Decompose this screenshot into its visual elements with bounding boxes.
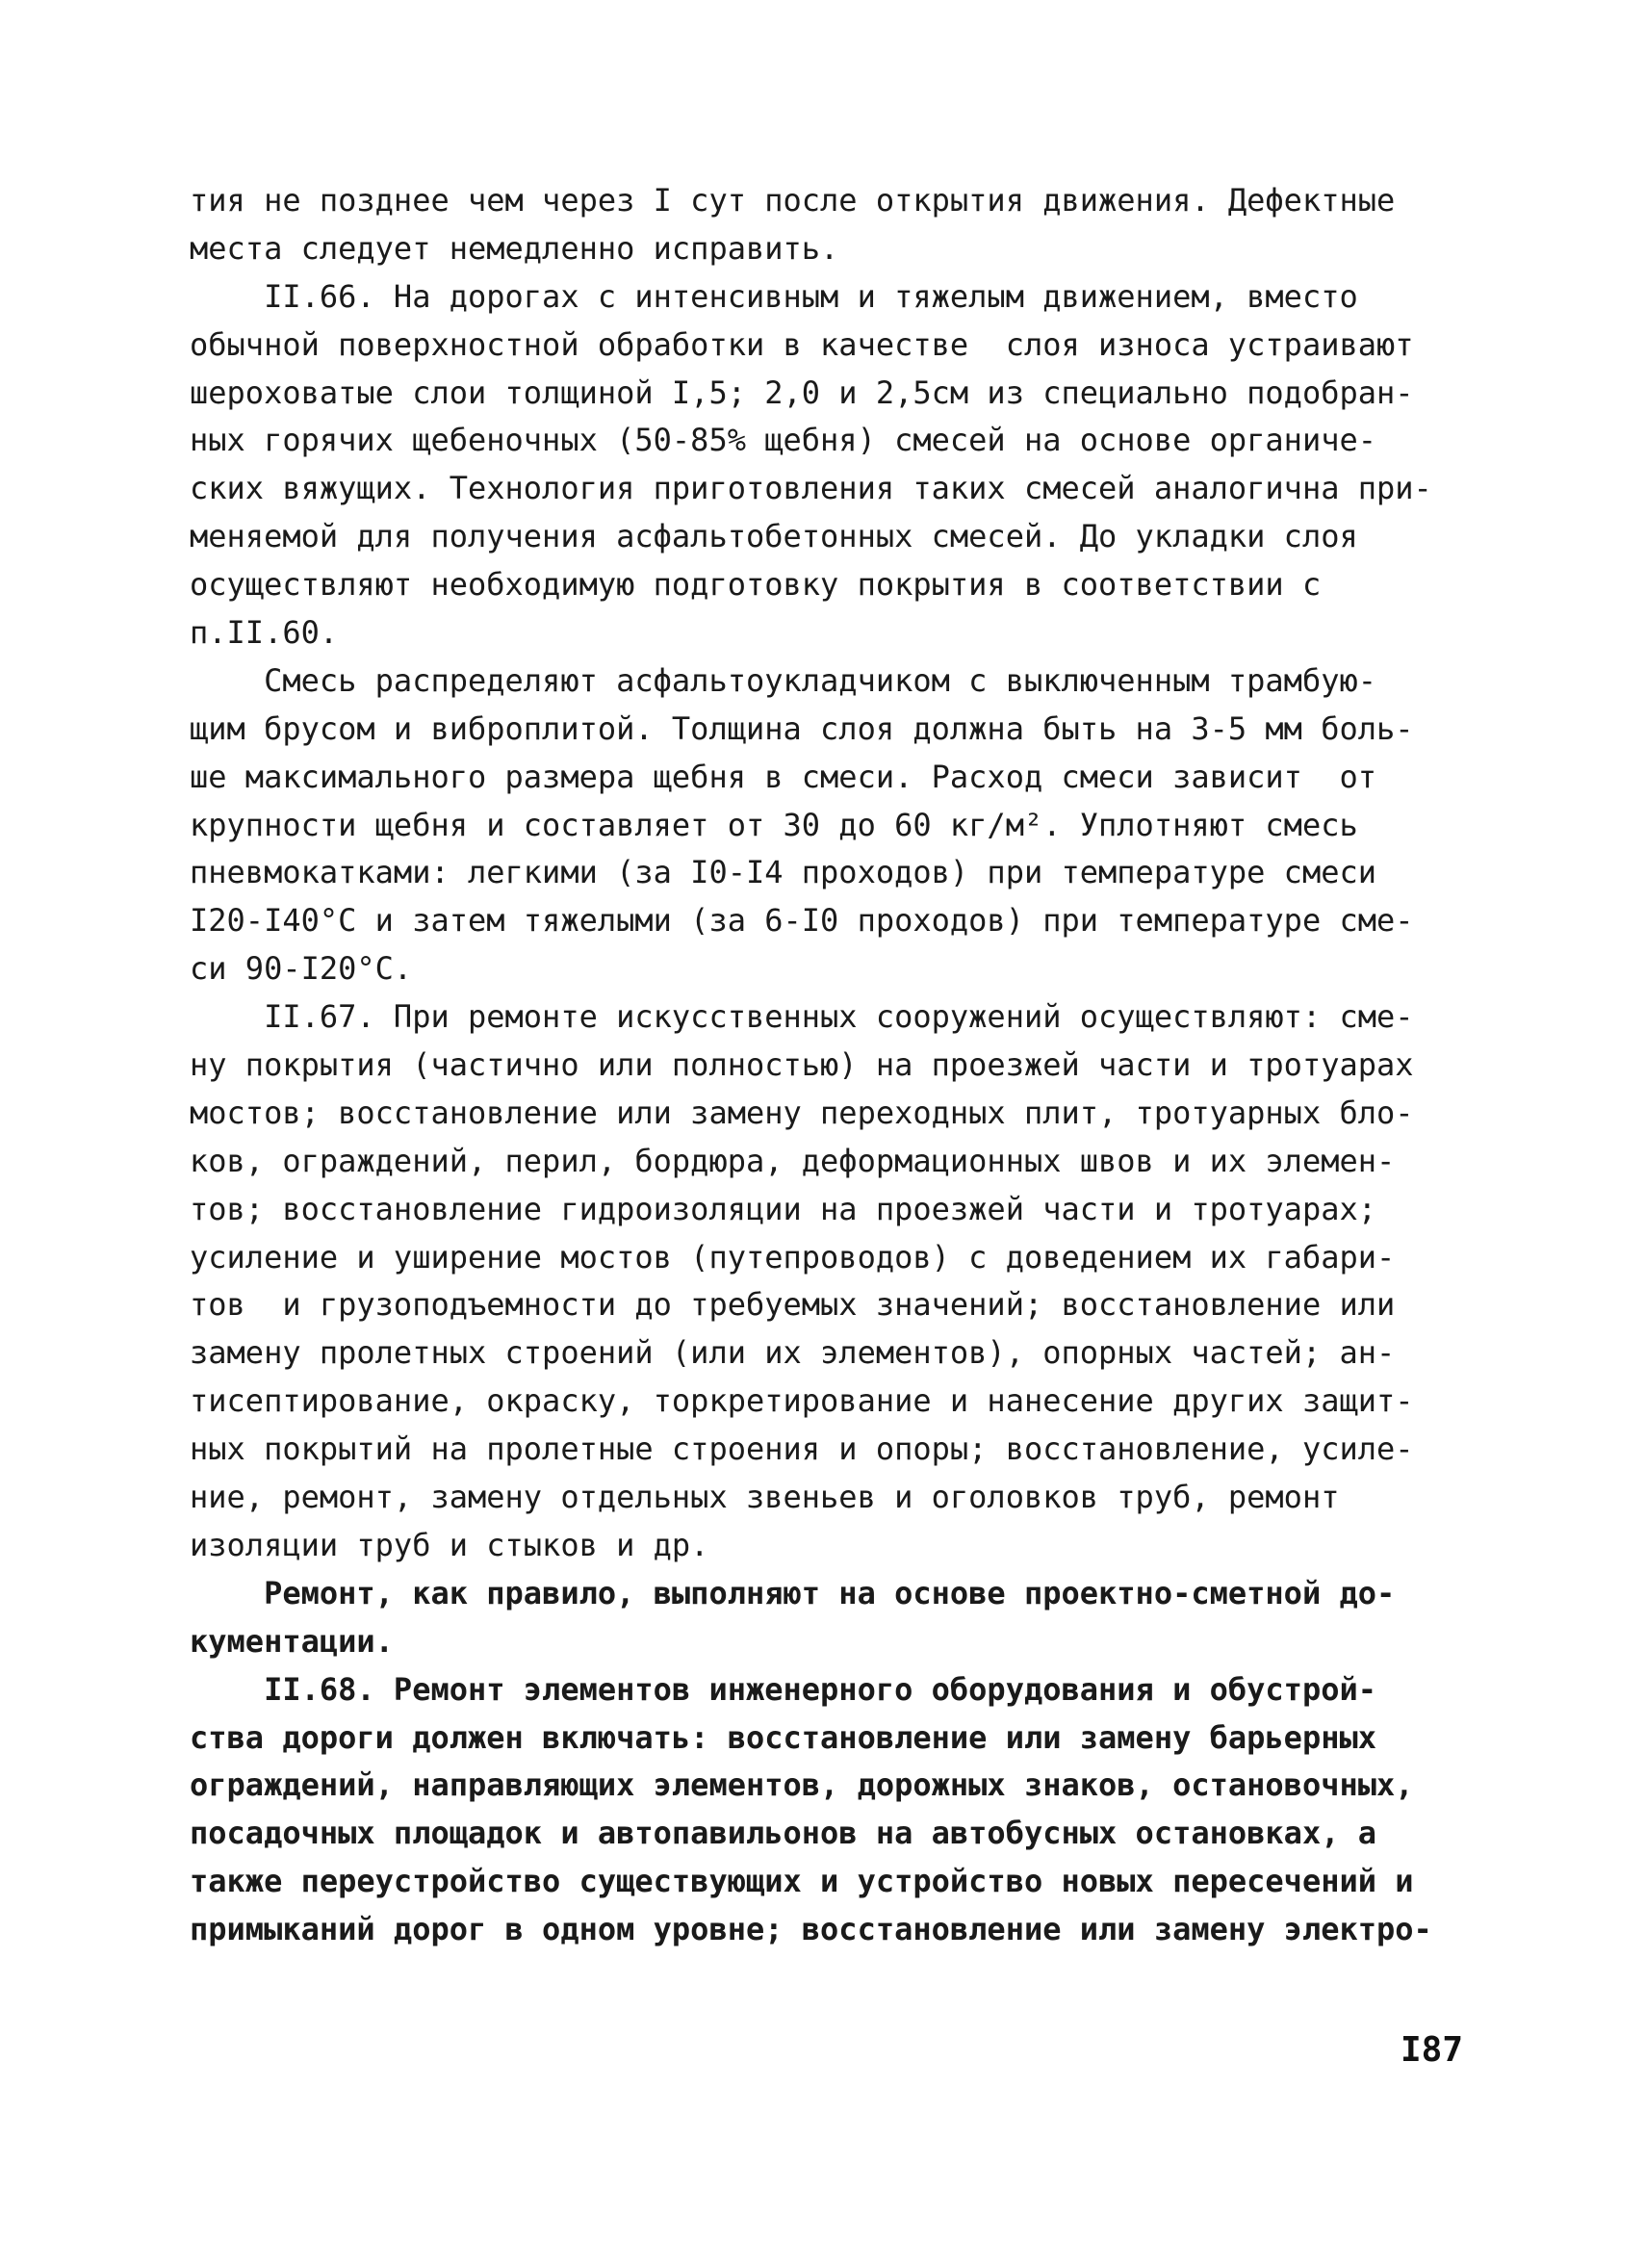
text-line: ше максимального размера щебня в смеси. Расход смеси зависит от (190, 758, 1376, 795)
paragraph-mixture-start: Смесь распределяют асфальтоукладчиком с выключенным трамбую- (190, 661, 1376, 699)
paragraph-repair-start: Ремонт, как правило, выполняют на основе проектно-сметной до- (190, 1574, 1396, 1611)
text-line: ных горячих щебеночных (50-85% щебня) смесей на основе органиче- (190, 422, 1376, 459)
page-number: I87 (1401, 2030, 1464, 2070)
text-line: ских вяжущих. Технология приготовления таких смесей аналогична при- (190, 470, 1432, 507)
paragraph-11-66-start: II.66. На дорогах с интенсивным и тяжелым движением, вместо (190, 277, 1358, 315)
text-line: п.II.60. (190, 614, 339, 652)
text-line: меняемой для получения асфальтобетонных смесей. До укладки слоя (190, 518, 1358, 555)
text-line: I20-I40°С и затем тяжелыми (за 6-I0 проходов) при температуре сме- (190, 902, 1414, 940)
paragraph-11-68-start: II.68. Ремонт элементов инженерного оборудования и обустрой- (190, 1670, 1376, 1708)
text-line: осуществляют необходимую подготовку покрытия в соответствии с (190, 566, 1322, 604)
text-line: тия не позднее чем через I сут после открытия движения. Дефектные (190, 182, 1396, 219)
text-line: примыканий дорог в одном уровне; восстановление или замену электро- (190, 1911, 1432, 1948)
text-line: си 90-I20°С. (190, 950, 413, 988)
text-line: тисептирование, окраску, торкретирование и нанесение других защит- (190, 1382, 1414, 1420)
text-line: также переустройство существующих и устройство новых пересечений и (190, 1863, 1414, 1900)
text-line: ных покрытий на пролетные строения и опоры; восстановление, усиле- (190, 1430, 1414, 1468)
text-line: ства дороги должен включать: восстановление или замену барьерных (190, 1718, 1376, 1756)
page-body-text (190, 177, 1508, 1954)
text-line: ков, ограждений, перил, бордюра, деформационных швов и их элемен- (190, 1142, 1396, 1179)
text-line: посадочных площадок и автопавильонов на автобусных остановках, а (190, 1815, 1376, 1852)
text-line: крупности щебня и составляет от 30 до 60 кг/м². Уплотняют смесь (190, 806, 1358, 843)
text-line: пневмокатками: легкими (за I0-I4 проходов) при температуре смеси (190, 854, 1376, 891)
text-line: обычной поверхностной обработки в качестве слоя износа устраивают (190, 325, 1414, 363)
text-line: ние, ремонт, замену отдельных звеньев и оголовков труб, ремонт (190, 1479, 1340, 1516)
text-line: замену пролетных строений (или их элементов), опорных частей; ан- (190, 1334, 1396, 1372)
text-line: усиление и уширение мостов (путепроводов) с доведением их габари- (190, 1238, 1396, 1276)
text-line: тов; восстановление гидроизоляции на проезжей части и тротуарах; (190, 1190, 1376, 1227)
text-line: изоляции труб и стыков и др. (190, 1526, 709, 1563)
text-line: щим брусом и виброплитой. Толщина слоя должна быть на 3-5 мм боль- (190, 709, 1414, 747)
text-line: шероховатые слои толщиной I,5; 2,0 и 2,5см из специально подобран- (190, 374, 1414, 411)
text-line: тов и грузоподъемности до требуемых значений; восстановление или (190, 1286, 1396, 1324)
paragraph-11-67-start: II.67. При ремонте искусственных сооружений осуществляют: сме- (190, 998, 1414, 1036)
text-line: ограждений, направляющих элементов, дорожных знаков, остановочных, (190, 1766, 1414, 1804)
text-line: ну покрытия (частично или полностью) на проезжей части и тротуарах (190, 1046, 1414, 1084)
text-line: мостов; восстановление или замену переходных плит, тротуарных бло- (190, 1094, 1414, 1131)
text-line: места следует немедленно исправить. (190, 229, 839, 267)
text-line: кументации. (190, 1622, 394, 1660)
